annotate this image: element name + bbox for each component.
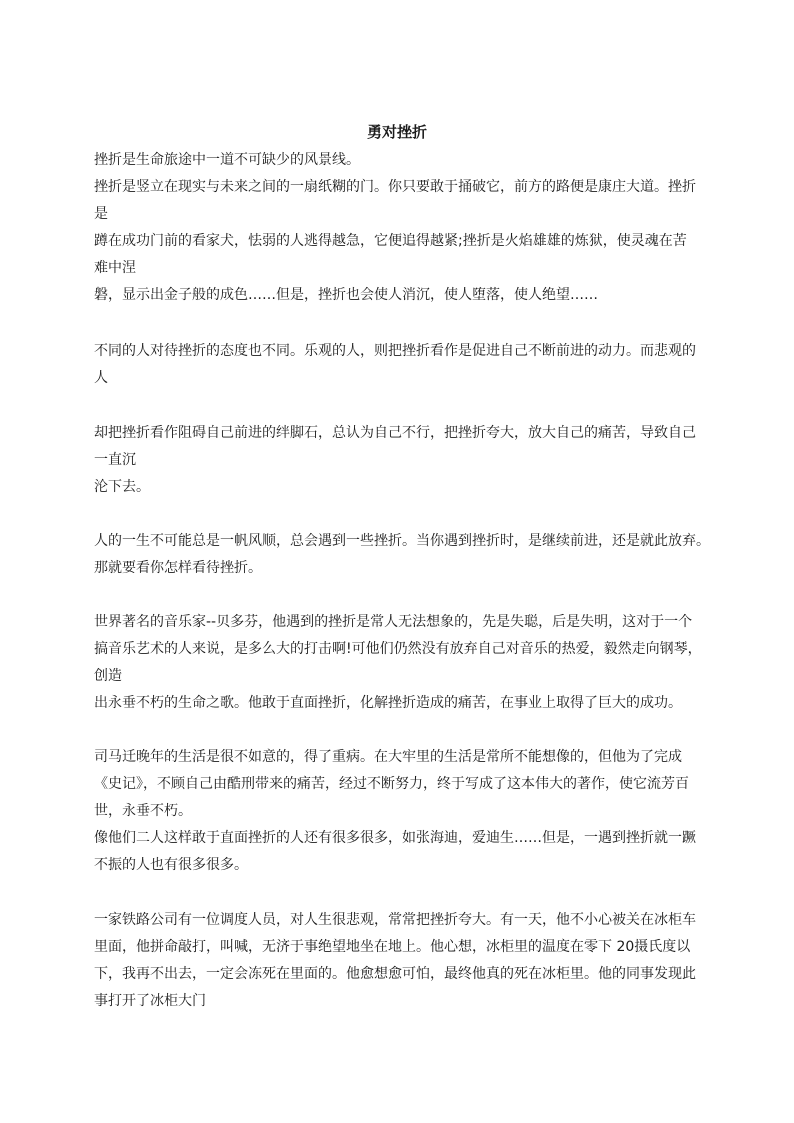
- paragraph-line: 人的一生不可能总是一帆风顺，总会遇到一些挫折。当你遇到挫折时，是继续前进，还是就此放弃。: [94, 533, 710, 549]
- paragraph-line: 那就要看你怎样看待挫折。: [94, 560, 262, 576]
- paragraph-line: 不振的人也有很多很多。: [94, 857, 248, 873]
- paragraph-line: 难中涅: [94, 260, 136, 276]
- page-title: 勇对挫折: [366, 123, 427, 141]
- paragraph-line: 一家铁路公司有一位调度人员，对人生很悲观，常常把挫折夸大。有一天，他不小心被关在冰柜车: [94, 912, 696, 928]
- paragraph-line: 像他们二人这样敢于直面挫折的人还有很多很多，如张海迪，爱迪生……但是，一遇到挫折就一蹶: [94, 830, 696, 846]
- paragraph-line: 下，我再不出去，一定会冻死在里面的。他愈想愈可怕，最终他真的死在冰柜里。他的同事发现此: [94, 966, 696, 982]
- paragraph-line: 世，永垂不朽。: [94, 803, 192, 819]
- paragraph-line: 人: [94, 370, 108, 386]
- paragraph-line: 却把挫折看作阻碍自己前进的绊脚石，总认为自己不行，把挫折夸大，放大自己的痛苦，导致自己: [94, 425, 696, 441]
- paragraph-line: 司马迁晚年的生活是很不如意的，得了重病。在大牢里的生活是常所不能想像的，但他为了完成: [94, 749, 682, 765]
- paragraph-line: 沦下去。: [94, 479, 150, 495]
- paragraph-line: 蹲在成功门前的看家犬，怯弱的人逃得越急，它便追得越紧;挫折是火焰雄雄的炼狱，使灵魂在苦: [94, 233, 687, 249]
- paragraph-line: 是: [94, 206, 108, 222]
- paragraph-line: 一直沉: [94, 452, 136, 468]
- paragraph-line: 挫折是生命旅途中一道不可缺少的风景线。: [94, 152, 360, 168]
- paragraph-line: 《史记》，不顾自己由酷刑带来的痛苦，经过不断努力，终于写成了这本伟大的著作，使它流芳百: [94, 776, 689, 792]
- paragraph-line: 世界著名的音乐家--贝多芬，他遇到的挫折是常人无法想象的，先是失聪，后是失明，这对于一个: [94, 614, 693, 630]
- paragraph-line: 里面，他拼命敲打，叫喊，无济于事绝望地坐在地上。他心想，冰柜里的温度在零下 20摄氏度以: [94, 939, 691, 955]
- paragraph-line: 搞音乐艺术的人来说，是多么大的打击啊!可他们仍然没有放弃自己对音乐的热爱，毅然走向钢琴，: [94, 641, 702, 657]
- paragraph-line: 出永垂不朽的生命之歌。他敢于直面挫折，化解挫折造成的痛苦，在事业上取得了巨大的成功。: [94, 695, 682, 711]
- paragraph-line: 挫折是竖立在现实与未来之间的一扇纸糊的门。你只要敢于捅破它，前方的路便是康庄大道。挫折: [94, 179, 696, 195]
- paragraph-line: 磐，显示出金子般的成色……但是，挫折也会使人消沉，使人堕落，使人绝望……: [94, 287, 598, 303]
- paragraph-line: 创造: [94, 668, 122, 684]
- paragraph-line: 不同的人对待挫折的态度也不同。乐观的人，则把挫折看作是促进自己不断前进的动力。而悲观的: [94, 343, 696, 359]
- paragraph-line: 事打开了冰柜大门: [94, 993, 206, 1009]
